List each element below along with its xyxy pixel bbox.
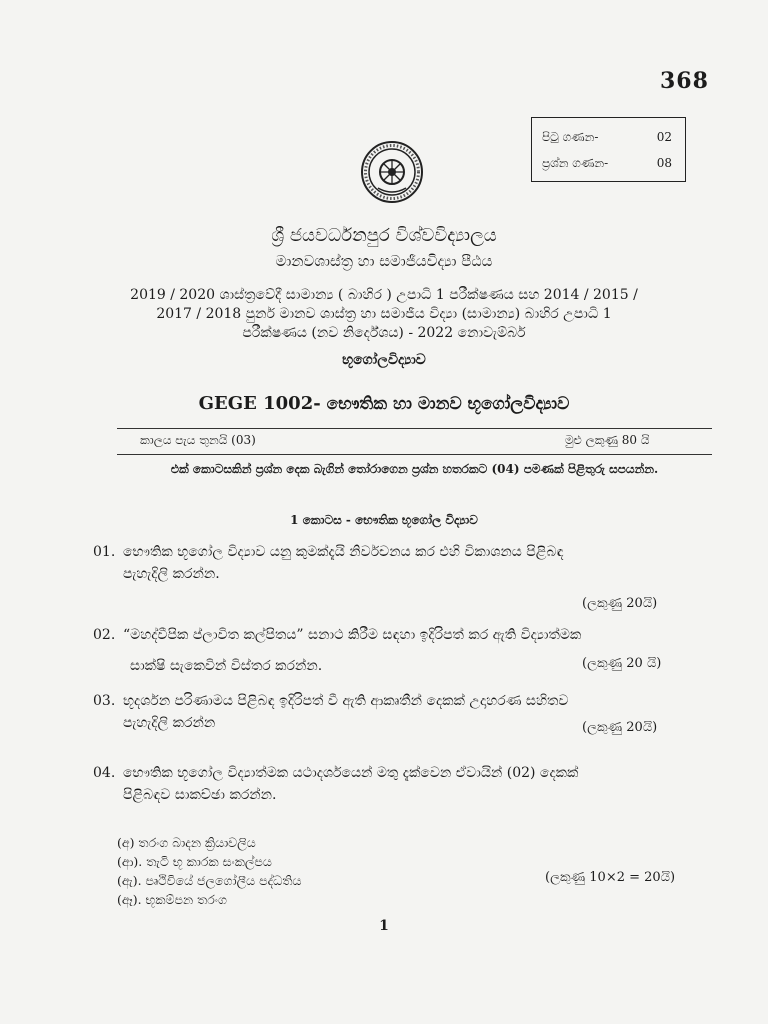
question-number: 01. [93,544,116,560]
pages-count-value: 02 [656,130,672,144]
meta-box [531,117,686,182]
course-heading [0,393,768,414]
question-4 [93,762,693,806]
question-number: 02. [93,627,116,643]
university-seal-icon [360,140,424,204]
option-a: (අ) තරංග බාදන ක්‍රියාවලිය [117,835,256,850]
question-text: භූදර්ශන පරිණාමය පිළිබඳ ඉදිරිපත් වී ඇති ආකෘතීන් දෙකක් උදාහරණ සහිතව [123,693,569,709]
course-title: භෞතික හා මානව භූගෝලවිද්‍යාව [326,394,570,414]
time-allowed: කාලය පැය තුනයි (03) [140,433,256,447]
pages-count-label: පිටු ගණන- [542,129,599,144]
course-code: GEGE 1002- [198,393,321,414]
question-number: 04. [93,765,116,781]
footer-page-number: 1 [379,918,389,934]
question-3-marks: (ලකුණු 20යි) [582,720,658,735]
divider-top [117,428,712,429]
divider-bottom [117,454,712,455]
questions-count-value: 08 [656,156,672,170]
questions-count-label: ප්‍රශ්න ගණන- [542,155,609,170]
faculty-name: මානවශාස්ත්‍ර හා සමාජීයවිද්‍යා පීඨය [275,252,493,270]
pages-count-row [542,124,685,150]
question-2 [93,624,693,646]
question-text-cont: පැහැදිලි කරන්න [123,715,216,731]
question-text: “මහද්වීපික ප්ලාවිත කල්පිතය” සනාථ කිරීම සඳහා ඉදිරිපත් කර ඇති විද්‍යාත්මක [123,627,582,643]
option-d: (ඈ). භූකම්පන තරංග [117,892,227,907]
section-title: 1 කොටස - භෞතික භූගෝල විද්‍යාව [290,513,478,527]
question-text-cont: පැහැදිලි කරන්න. [123,566,220,582]
page-number-top: 368 [660,68,709,94]
option-b: (ආ). තැටි භූ කාරක සංකල්පය [117,854,272,869]
university-name: ශ්‍රී ජයවර්ධනපුර විශ්වවිද්‍යාලය [271,225,497,246]
question-2-marks: (ලකුණු 20 යි) [582,656,662,671]
question-number: 03. [93,693,116,709]
subject-name: භූගෝලවිද්‍යාව [342,352,426,368]
exam-line-3: පරීක්ෂණය (නව නිර්දේශය) - 2022 නොවැම්බර් [242,325,526,341]
question-4-options [117,833,302,909]
question-text: භෞතික භූගෝල විද්‍යාත්මක යථාදර්ශයෙන් මතු දැක්වෙන ඒවායින් (02) දෙකක් [123,765,579,781]
question-text: භෞතික භූගෝල විද්‍යාව යනු කුමක්දැයි නිර්වචනය කර එහි විකාශනය පිළිබඳ [123,544,564,560]
instructions: එක් කොටසකින් ප්‍රශ්න දෙක බැගින් තෝරාගෙන ප්‍රශ්න හතරකට (04) පමණක් පිළිතුරු සපයන්න. [170,462,659,476]
total-marks: මුළු ලකුණු 80 යි [565,433,650,447]
questions-count-row [542,150,685,176]
question-1-marks: (ලකුණු 20යි) [582,596,658,611]
exam-description [0,286,768,343]
question-text-cont: පිළිබඳව සාකච්ඡා කරන්න. [123,787,277,803]
exam-line-1: 2019 / 2020 ශාස්ත්‍රවේදී සාමාන්‍ය ( බාහිර ) උපාධි 1 පරීක්ෂණය සහ 2014 / 2015 / [130,287,638,303]
question-1 [93,541,693,585]
option-c: (ඇ). පෘථිවියේ ජලගෝලීය පද්ධතිය [117,873,302,888]
question-4-marks: (ලකුණු 10×2 = 20යි) [545,870,676,885]
exam-line-2: 2017 / 2018 පුනර් මානව ශාස්ත්‍ර හා සමාජීය විද්‍යා (සාමාන්‍ය) බාහිර උපාධි 1 [156,306,612,322]
question-2-cont: සාක්ෂි සැකෙවින් විස්තර කරන්න. [130,658,323,674]
